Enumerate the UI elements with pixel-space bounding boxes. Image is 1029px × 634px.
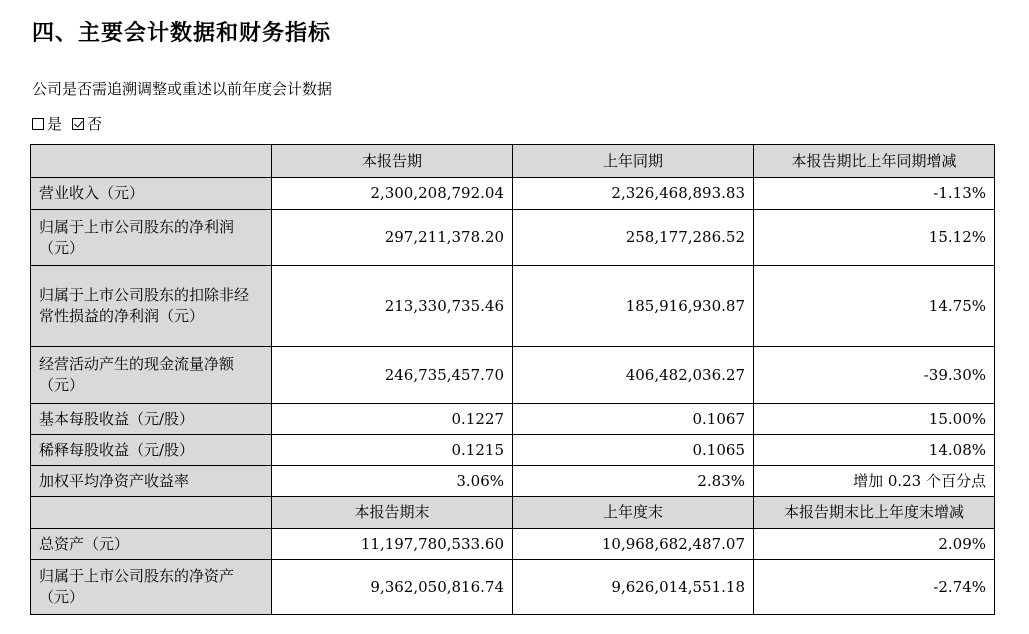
change-value: -2.74% — [754, 560, 995, 615]
previous-value: 9,626,014,551.18 — [513, 560, 754, 615]
row-label: 归属于上市公司股东的净利润（元） — [31, 210, 272, 266]
row-label: 归属于上市公司股东的扣除非经常性损益的净利润（元） — [31, 266, 272, 347]
no-checkbox-checked — [72, 118, 84, 130]
table-row — [31, 210, 995, 266]
change-value: 14.08% — [754, 435, 995, 466]
header-change: 本报告期比上年同期增减 — [754, 145, 995, 178]
row-label: 稀释每股收益（元/股） — [31, 435, 272, 466]
row-label: 归属于上市公司股东的净资产（元） — [31, 560, 272, 615]
header-period-end: 本报告期末 — [272, 497, 513, 529]
previous-value: 185,916,930.87 — [513, 266, 754, 347]
no-label: 否 — [87, 115, 103, 133]
table-row — [31, 178, 995, 210]
previous-value: 2.83% — [513, 466, 754, 497]
table-row — [31, 466, 995, 497]
table-header-row — [31, 497, 995, 529]
restatement-answers — [32, 113, 102, 134]
row-label: 营业收入（元） — [31, 178, 272, 210]
header-previous-year-end: 上年度末 — [513, 497, 754, 529]
current-value: 0.1227 — [272, 404, 513, 435]
header-blank-cell — [31, 497, 272, 529]
change-value: 2.09% — [754, 529, 995, 560]
current-value: 2,300,208,792.04 — [272, 178, 513, 210]
current-value: 0.1215 — [272, 435, 513, 466]
change-value: -1.13% — [754, 178, 995, 210]
row-label: 总资产（元） — [31, 529, 272, 560]
previous-value: 0.1065 — [513, 435, 754, 466]
previous-value: 10,968,682,487.07 — [513, 529, 754, 560]
financial-data-table — [30, 144, 995, 615]
header-blank-cell — [31, 145, 272, 178]
change-value: 15.00% — [754, 404, 995, 435]
change-value: 增加 0.23 个百分点 — [754, 466, 995, 497]
table-row — [31, 347, 995, 404]
table-row — [31, 529, 995, 560]
table-row — [31, 560, 995, 615]
header-current-period: 本报告期 — [272, 145, 513, 178]
restatement-question: 公司是否需追溯调整或重述以前年度会计数据 — [32, 80, 333, 98]
row-label: 加权平均净资产收益率 — [31, 466, 272, 497]
table-row — [31, 404, 995, 435]
current-value: 297,211,378.20 — [272, 210, 513, 266]
yes-label: 是 — [47, 115, 63, 133]
change-value: 14.75% — [754, 266, 995, 347]
table-header-row — [31, 145, 995, 178]
section-title: 四、主要会计数据和财务指标 — [32, 21, 332, 46]
current-value: 11,197,780,533.60 — [272, 529, 513, 560]
current-value: 9,362,050,816.74 — [272, 560, 513, 615]
table-row — [31, 266, 995, 347]
change-value: -39.30% — [754, 347, 995, 404]
previous-value: 406,482,036.27 — [513, 347, 754, 404]
row-label: 基本每股收益（元/股） — [31, 404, 272, 435]
previous-value: 0.1067 — [513, 404, 754, 435]
current-value: 246,735,457.70 — [272, 347, 513, 404]
header-change: 本报告期末比上年度末增减 — [754, 497, 995, 529]
table-row — [31, 435, 995, 466]
current-value: 3.06% — [272, 466, 513, 497]
previous-value: 2,326,468,893.83 — [513, 178, 754, 210]
previous-value: 258,177,286.52 — [513, 210, 754, 266]
row-label: 经营活动产生的现金流量净额（元） — [31, 347, 272, 404]
yes-checkbox — [32, 118, 44, 130]
current-value: 213,330,735.46 — [272, 266, 513, 347]
header-previous-period: 上年同期 — [513, 145, 754, 178]
change-value: 15.12% — [754, 210, 995, 266]
